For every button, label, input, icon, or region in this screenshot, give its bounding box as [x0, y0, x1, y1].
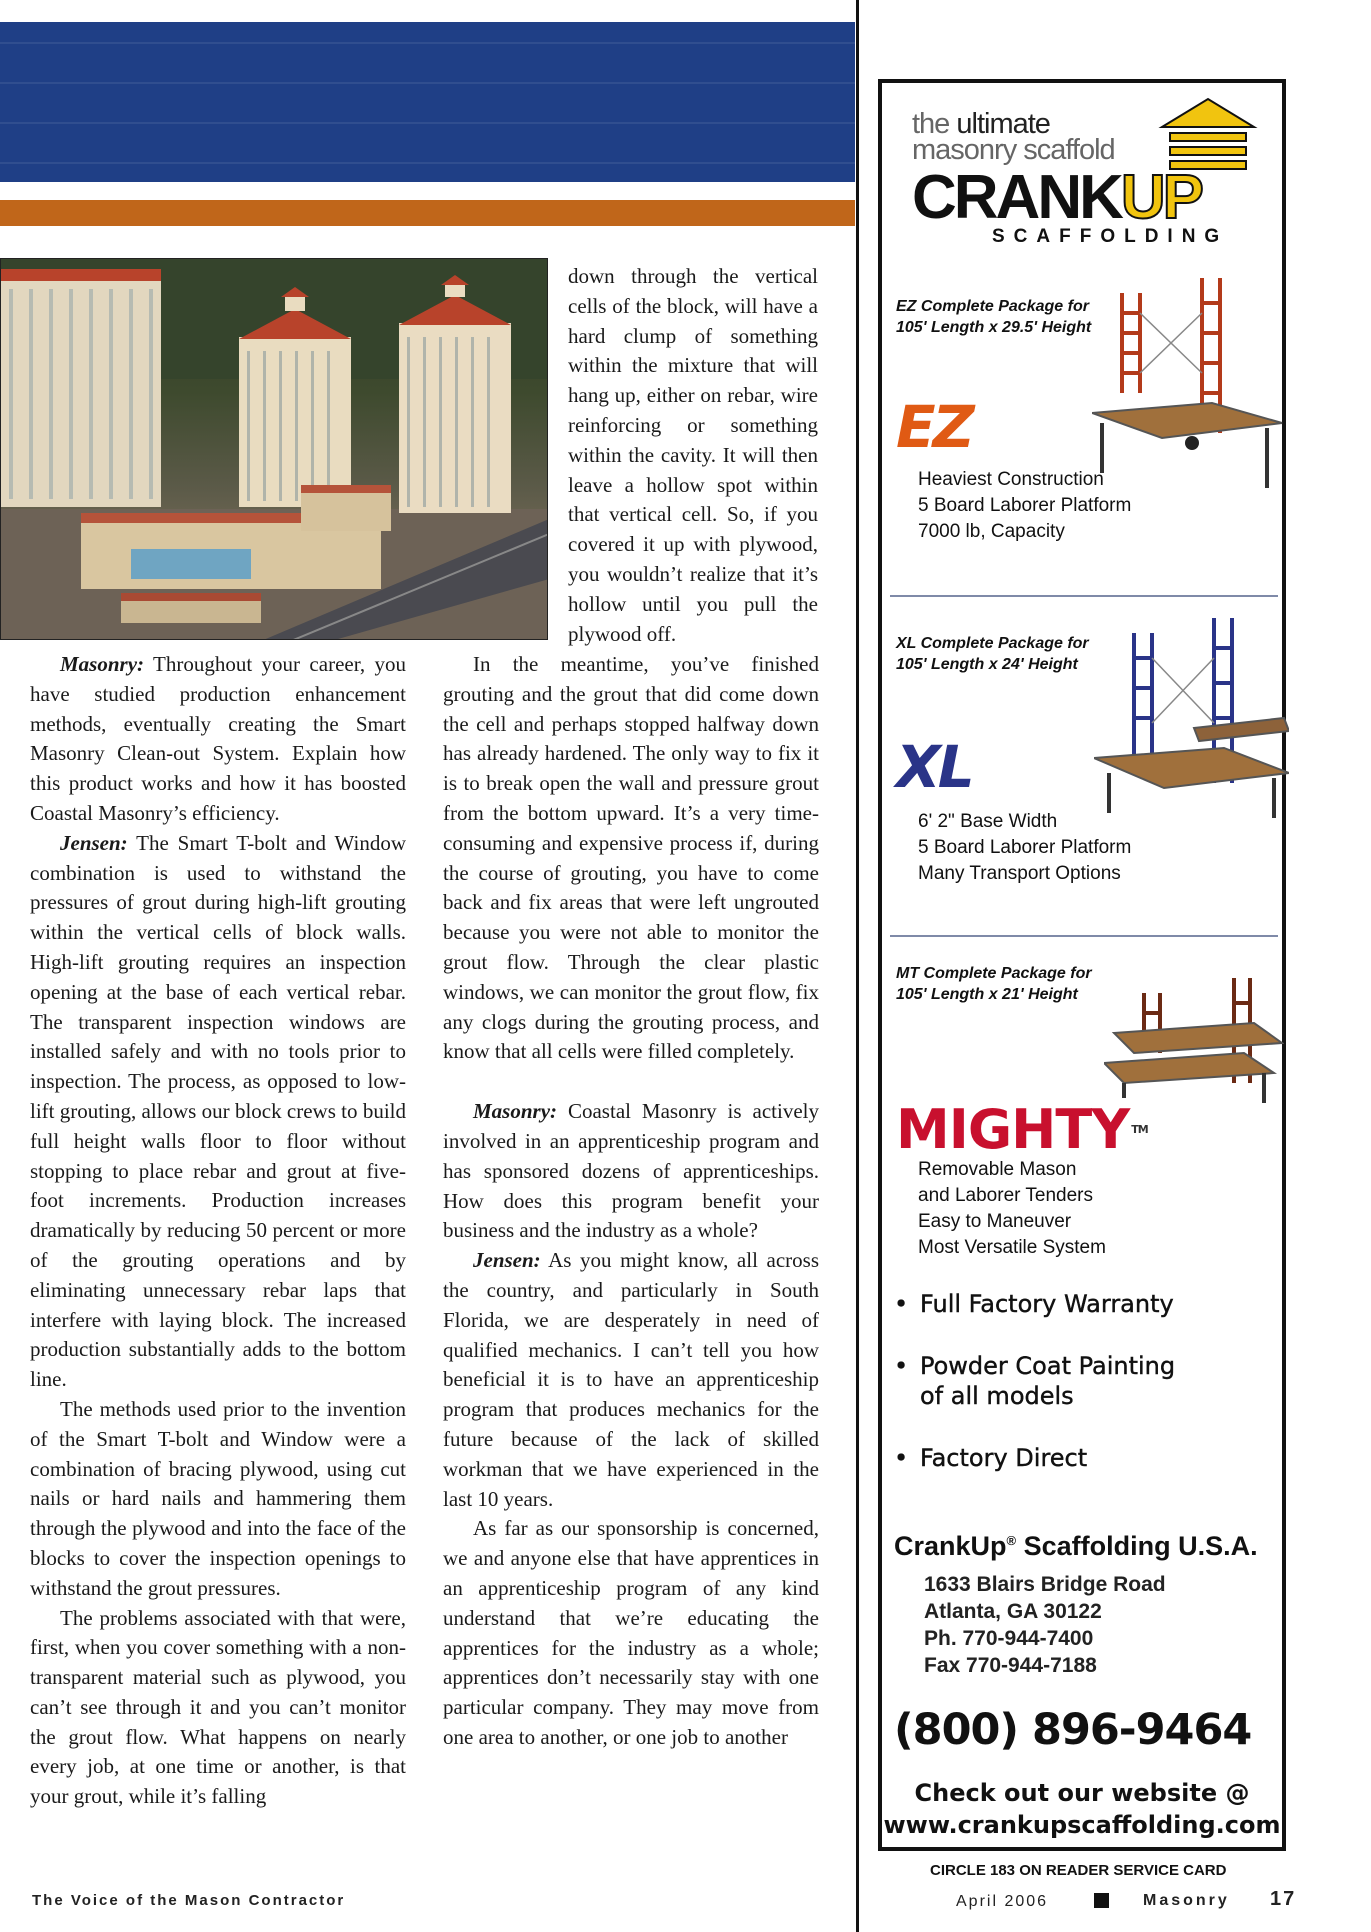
mt-package-title: MT Complete Package for 105' Length x 21' Height [896, 965, 1092, 1003]
article-column-left [30, 650, 406, 1812]
xl-model-logo: XL [896, 733, 972, 801]
article-paragraph: Masonry: Coastal Masonry is actively involved in an apprenticeship program and has sponsored dozens of apprenticeships. How does this program benefit your business and the industry as a whole? [443, 1099, 819, 1243]
article-paragraph: As far as our sponsorship is concerned, we and anyone else that have apprentices in an apprenticeship program of any kind understand that we’re educating the apprentices for the industry as a whole; apprentices don’t necessarily stay with one particular company. They may move from one area to another, or one job to another [443, 1516, 819, 1749]
mt-features: Removable Mason and Laborer Tenders Easy to Maneuver Most Versatile System [918, 1159, 1106, 1258]
reader-service-note: CIRCLE 183 ON READER SERVICE CARD [930, 1862, 1227, 1879]
page-divider [856, 0, 859, 1932]
crankup-advertisement [878, 79, 1286, 1851]
mighty-model-logo: MIGHTY ™ [896, 1098, 1148, 1161]
page-number: 17 [1270, 1888, 1297, 1910]
speaker-label: Masonry: [473, 1099, 558, 1124]
toll-free-number: (800) 896-9464 [894, 1705, 1252, 1755]
ad-divider [890, 595, 1278, 597]
xl-features: 6' 2" Base Width 5 Board Laborer Platform Many Transport Options [918, 811, 1132, 884]
company-address: 1633 Blairs Bridge Road Atlanta, GA 30122 Ph. 770-944-7400 Fax 770-944-7188 [924, 1573, 1166, 1677]
ez-package-title: EZ Complete Package for 105' Length x 29.5' Height [896, 298, 1092, 336]
brand-subtitle: SCAFFOLDING [992, 226, 1229, 247]
xl-scaffold-icon [1094, 613, 1289, 828]
ez-scaffold-icon [1092, 273, 1287, 498]
ad-benefits-list [894, 1289, 1274, 1505]
speaker-label: Masonry: [60, 652, 145, 676]
mt-scaffold-icon [1104, 973, 1284, 1113]
article-paragraph: The methods used prior to the invention of the Smart T-bolt and Window were a combination of bracing plywood, using cut nails or hard nails and hammering them through the plywood and into the face of the blocks to cover the inspection openings to withstand the grout pressures. [30, 1396, 406, 1600]
footer-magazine-name: Masonry [1143, 1892, 1230, 1909]
ez-features: Heaviest Construction 5 Board Laborer Platform 7000 lb, Capacity [918, 469, 1132, 542]
list-item: • Powder Coat Painting of all models [894, 1351, 1194, 1411]
list-item: • Full Factory Warranty [894, 1289, 1274, 1319]
company-name: CrankUp® Scaffolding U.S.A. [894, 1531, 1258, 1561]
footer-square-icon [1094, 1893, 1109, 1908]
ez-model-logo: EZ [896, 393, 972, 461]
article-paragraph: Masonry: Throughout your career, you have studied production enhancement methods, eventually creating the Smart Masonry Clean-out System. Explain how this product works and how it has boosted Coastal Masonry’s efficiency. [30, 652, 406, 825]
footer-tagline: The Voice of the Mason Contractor [32, 1892, 346, 1909]
header-blue-bar [0, 22, 855, 182]
header-orange-bar [0, 200, 855, 226]
footer-date: April 2006 [956, 1893, 1049, 1910]
list-item: • Factory Direct [894, 1443, 1274, 1473]
ad-tagline: the ultimate masonry scaffold [912, 108, 1115, 166]
xl-package-title: XL Complete Package for 105' Length x 24' Height [896, 635, 1089, 673]
brand-logo: CRANKUP [912, 163, 1202, 232]
resort-towers-photo [0, 258, 548, 640]
article-paragraph: down through the vertical cells of the block, will have a hard clump of something within the mixture that will hang up, either on rebar, wire reinforcing or something within the cavity. It will then leave a hollow spot within that vertical cell. So, if you covered it up with plywood, you wouldn’t realize that it’s hollow until you pull the plywood off. [568, 264, 818, 646]
article-paragraph: The problems associated with that were, first, when you cover something with a non-transparent material such as plywood, you can’t see through it and you can’t monitor the grout flow. What happens on nearly every job, at one time or another, is that your grout, while it’s falling [30, 1605, 406, 1809]
article-paragraph: In the meantime, you’ve finished grouting and the grout that did come down the cell and perhaps stopped halfway down has already hardened. The only way to fix it is to break open the wall and pressure grout from the bottom upward. It’s a very time-consuming and expensive process if, during the course of grouting, you have to come back and fix areas that were left ungrouted because you were not able to monitor the grout flow. Through the clear plastic windows, we can monitor the grout flow, fix any clogs during the grouting process, and know that all cells were filled completely. [443, 652, 819, 1064]
article-column-right [443, 650, 819, 1753]
speaker-label: Jensen: [473, 1248, 541, 1273]
article-column-right-top [568, 262, 818, 649]
ad-divider [890, 935, 1278, 937]
website-callout: Check out our website @ www.crankupscaffolding.com [883, 1779, 1281, 1839]
article-paragraph: Jensen: The Smart T-bolt and Window combination is used to withstand the pressures of grout during high-lift grouting within the vertical cells of block walls. High-lift grouting requires an inspection opening at the base of each vertical rebar. The transparent inspection windows are installed safely and with no tools prior to inspection. The process, as opposed to low-lift grouting, allows our block crews to build full height walls floor to floor without stopping to place rebar and grout at five-foot increments. Production increases dramatically by reducing 50 percent or more of the grouting operations and by eliminating unnecessary rebar laps that interfere with laying block. The increased production substantially adds to the bottom line. [30, 830, 406, 1392]
speaker-label: Jensen: [60, 830, 128, 855]
article-paragraph: Jensen: As you might know, all across the country, and particularly in South Florida, we are desperately in need of qualified mechanics. I can’t tell you how beneficial it is to have an apprenticeship program that produces mechanics for the future because of the lack of skilled workman that we have experienced in the last 10 years. [443, 1248, 819, 1511]
